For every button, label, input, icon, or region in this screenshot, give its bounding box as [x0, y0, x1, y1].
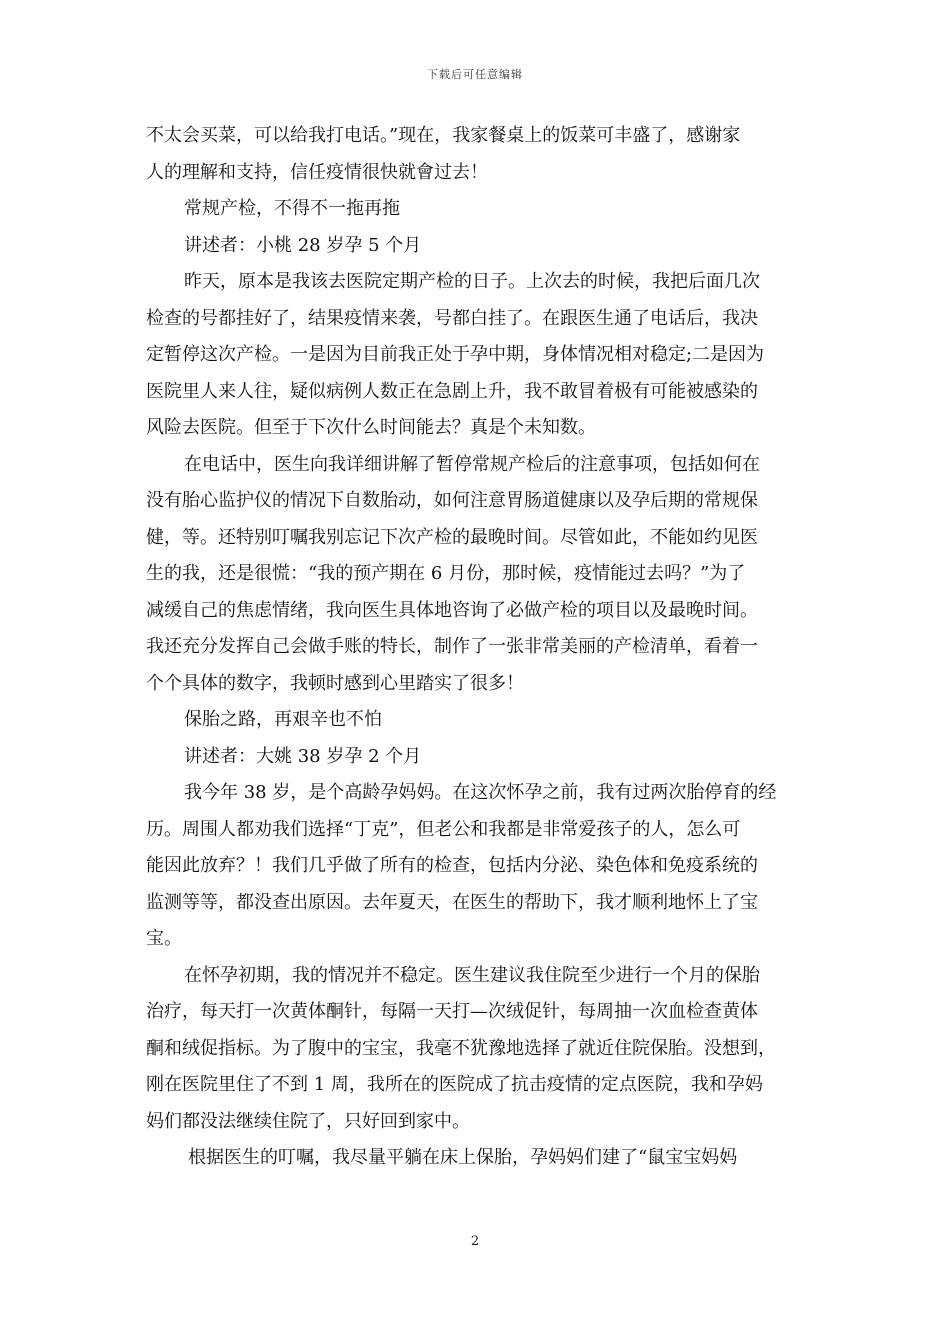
paragraph-line: 刚在医院里住了不到 1 周，我所在的医院成了抗击疫情的定点医院，我和孕妈 [146, 1074, 763, 1095]
document-body [146, 118, 818, 1177]
paragraph-line: 医院里人来人往，疑似病例人数正在急剧上升，我不敢冒着极有可能被感染的 [146, 380, 758, 402]
paragraph-line: 不太会买菜，可以给我打电话。”现在，我家餐桌上的饭菜可丰盛了，感谢家 [146, 125, 741, 146]
section-heading: 常规产检，不得不一拖再拖 [184, 198, 400, 219]
page-number: 2 [470, 1234, 480, 1249]
paragraph-line: 风险去医院。但至于下次什么时间能去？真是个未知数。 [146, 417, 596, 438]
paragraph-line: 我还充分发挥自己会做手账的特长，制作了一张非常美丽的产检清单，看着一 [146, 636, 758, 657]
paragraph-line: 生的我，还是很慌：“我的预产期在 6 月份，那时候，疫情能过去吗？”为了 [146, 563, 746, 584]
paragraph-line: 在电话中，医生向我详细讲解了暂停常规产检后的注意事项，包括如何在 [184, 453, 760, 475]
paragraph-line: 酮和绒促指标。为了腹中的宝宝，我毫不犹豫地选择了就近住院保胎。没想到， [146, 1037, 776, 1059]
paragraph-line: 定暂停这次产检。一是因为目前我正处于孕中期，身体情况相对稳定;二是因为 [146, 344, 765, 365]
paragraph-line: 在怀孕初期，我的情况并不稳定。医生建议我住院至少进行一个月的保胎 [184, 964, 760, 986]
paragraph-line: 妈们都没法继续住院了，只好回到家中。 [146, 1110, 470, 1132]
paragraph-line: 健，等。还特别叮嘱我别忘记下次产检的最晚时间。尽管如此，不能如约见医 [146, 526, 758, 548]
paragraph-line: 检查的号都挂好了，结果疫情来袭，号都白挂了。在跟医生通了电话后，我决 [146, 307, 758, 329]
paragraph-line: 减缓自己的焦虑情绪，我向医生具体地咨询了必做产检的项目以及最晚时间。 [146, 599, 758, 621]
narrator-line: 讲述者：小桃 28 岁孕 5 个月 [184, 234, 422, 256]
paragraph-line: 昨天，原本是我该去医院定期产检的日子。上次去的时候，我把后面几次 [184, 271, 760, 292]
paragraph-line: 历。周围人都劝我们选择“丁克”，但老公和我都是非常爱孩子的人，怎么可 [146, 818, 741, 840]
page-header: 下载后可任意编辑 [427, 68, 523, 81]
paragraph-line: 治疗，每天打一次黄体酮针，每隔一天打—次绒促针，每周抽一次血检查黄体 [146, 1001, 758, 1022]
paragraph-line: 人的理解和支持，信任疫情很快就會过去！ [146, 161, 488, 183]
paragraph-line: 监测等等，都没查出原因。去年夏天，在医生的帮助下，我才顺利地怀上了宝 [146, 891, 758, 913]
paragraph-line: 根据医生的叮嘱，我尽量平躺在床上保胎，孕妈妈们建了“鼠宝宝妈妈 [188, 1147, 738, 1168]
paragraph-line: 能因此放弃？！我们几乎做了所有的检查，包括内分泌、染色体和免疫系统的 [146, 855, 758, 876]
paragraph-line: 没有胎心监护仪的情况下自数胎动，如何注意胃肠道健康以及孕后期的常规保 [146, 490, 758, 511]
paragraph-line: 个个具体的数字，我顿时感到心里踏实了很多！ [146, 672, 524, 694]
paragraph-line: 我今年 38 岁，是个高龄孕妈妈。在这次怀孕之前，我有过两次胎停育的经 [184, 782, 777, 803]
narrator-line: 讲述者：大姚 38 岁孕 2 个月 [184, 745, 422, 767]
paragraph-line: 宝。 [146, 928, 182, 949]
section-heading: 保胎之路，再艰辛也不怕 [184, 709, 382, 730]
